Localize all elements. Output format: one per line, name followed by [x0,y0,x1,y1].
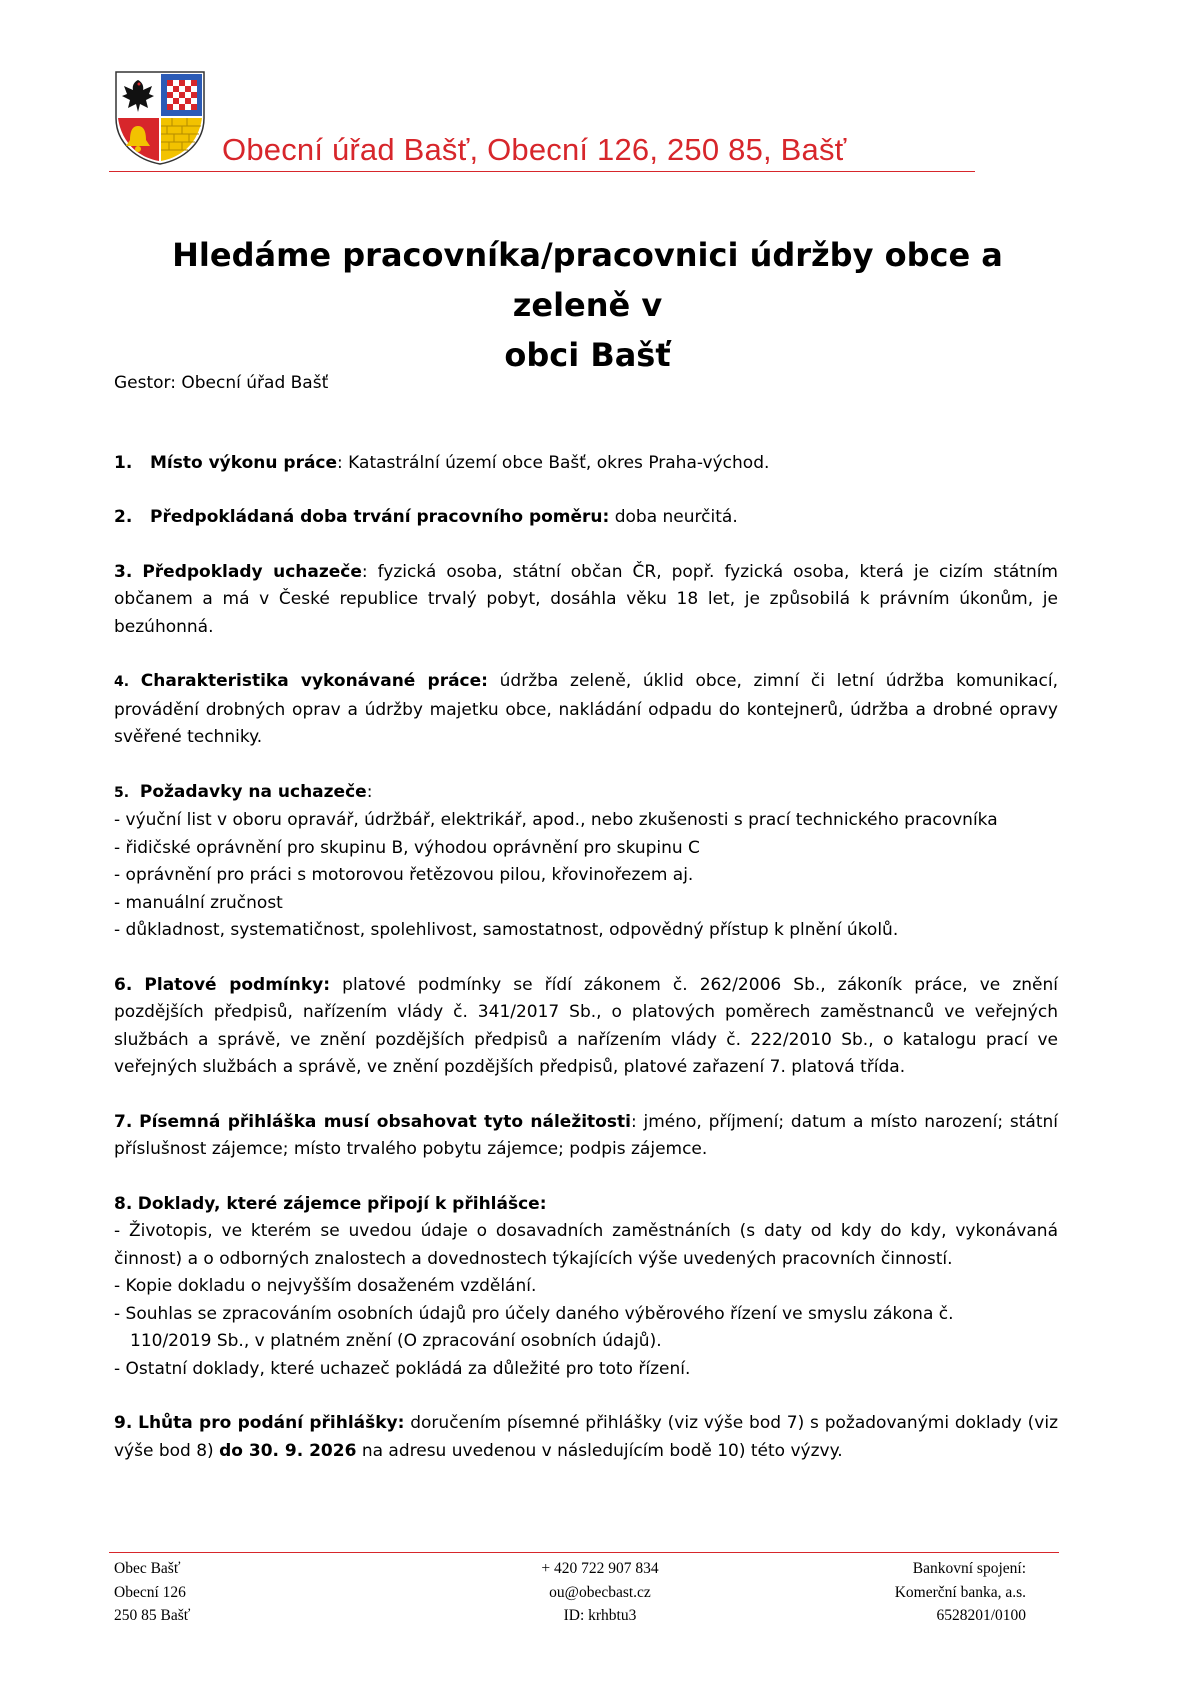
document-body [114,370,1058,1465]
document-title [110,230,1065,380]
section-6 [114,972,1058,1082]
section-label: Předpoklady uchazeče [142,561,362,582]
section-text: doručením písemné přihlášky (viz výše bod 7) s požadovanými doklady (viz výše bod 8) [114,1413,1059,1461]
footer-address-line: 250 85 Bašť [114,1607,191,1624]
header-divider [109,171,975,172]
footer-bank-account: 6528201/0100 [936,1607,1026,1624]
section-8-heading [114,1191,1058,1219]
section-text: údržba zeleně, úklid obce, zimní či letní údržba komunikací, provádění drobných oprav a údržby majetku obce, nakládání odpadu do kontejnerů, údržba a drobné opravy svěřené techniky. [114,671,1058,747]
footer-address-line: Obecní 126 [114,1583,186,1601]
footer-databox-id: ID: krhbtu3 [563,1607,637,1624]
footer-bank [800,1557,1026,1628]
list-item: - řidičské oprávnění pro skupinu B, výhodou oprávnění pro skupinu C [114,837,700,858]
footer-bank-name: Komerční banka, a.s. [894,1583,1026,1601]
list-item: - výuční list v oboru opravář, údržbář, elektrikář, apod., nebo zkušenosti s prací technického pracovníka [114,810,998,830]
section-label: Charakteristika vykonávané práce: [140,671,488,691]
footer-contact [500,1557,700,1628]
section-4 [114,668,1058,752]
list-item-continuation: 110/2019 Sb., v platném znění (O zpracování osobních údajů). [130,1331,662,1351]
section-number: 1. [114,452,133,473]
footer-email: ou@obecbast.cz [549,1583,651,1601]
section-label: Písemná přihláška musí obsahovat tyto náležitosti [139,1111,631,1132]
title-line-2: obci Bašť [504,336,671,374]
footer-divider [109,1552,1059,1553]
section-label: Doklady, které zájemce připojí k přihlášce: [137,1193,547,1214]
section-number: 8. [114,1193,133,1214]
section-3 [114,559,1058,642]
municipal-coat-of-arms-icon [112,70,208,166]
list-item: - Kopie dokladu o nejvyšším dosaženém vzdělání. [114,1276,537,1296]
footer-address [114,1557,190,1628]
section-5-heading [114,779,1058,808]
section-text: platové podmínky se řídí zákonem č. 262/2006 Sb., zákoník práce, ve znění pozdějších předpisů, nařízením vlády č. 341/2017 Sb., o platových poměrech zaměstnanců ve veřejných službách a správě, ve znění pozdějších předpisů a nařízením vlády č. 222/2010 Sb., o katalogu prací ve veřejných službách a správě, ve znění pozdějších předpisů, platové zařazení 7. platová třída. [114,974,1058,1077]
list-item: - Životopis, ve kterém se uvedou údaje o dosavadních zaměstnáních (s daty od kdy do kdy, vykonávaná činnost) a o odborných znalostech a dovednostech týkajících výše uvedených pracovních činností. [114,1221,1058,1269]
section-2 [114,504,1058,532]
footer-address-line: Obec Bašť [114,1560,181,1577]
section-colon: : [366,781,373,802]
section-7 [114,1109,1058,1164]
section-label: Platové podmínky: [144,974,331,995]
section-text: : Katastrální území obce Bašť, okres Praha-východ. [337,452,770,473]
section-number: 2. [114,507,133,527]
section-text: : jméno, příjmení; datum a místo narození; státní příslušnost zájemce; místo trvalého pobytu zájemce; podpis zájemce. [114,1111,1058,1159]
section-number: 7. [114,1111,133,1132]
list-item: - Souhlas se zpracováním osobních údajů pro účely daného výběrového řízení ve smyslu zákona č. [114,1303,954,1324]
section-number: 4. [114,674,130,690]
office-header-title: Obecní úřad Bašť, Obecní 126, 250 85, Bašť [222,132,847,167]
footer-phone: + 420 722 907 834 [541,1560,659,1577]
section-9 [114,1410,1058,1465]
section-number: 3. [114,561,133,582]
section-text: na adresu uvedenou v následujícím bodě 10) této výzvy. [356,1440,843,1461]
list-item: - manuální zručnost [114,892,283,913]
gestor-line: Gestor: Obecní úřad Bašť [114,373,329,393]
section-label: Místo výkonu práce [150,452,338,473]
list-item: - důkladnost, systematičnost, spolehlivost, samostatnost, odpovědný přístup k plnění úkolů. [114,920,899,940]
deadline-date: do 30. 9. 2026 [219,1440,357,1461]
list-item: - oprávnění pro práci s motorovou řetězovou pilou, křovinořezem aj. [114,865,694,885]
section-text: : fyzická osoba, státní občan ČR, popř. fyzická osoba, která je cizím státním občanem a má v České republice trvalý pobyt, dosáhla věku 18 let, je způsobilá k právním úkonům, je bezúhonná. [114,561,1058,637]
section-number: 9. [114,1413,133,1433]
section-label: Lhůta pro podání přihlášky: [138,1413,405,1433]
section-label: Požadavky na uchazeče [139,781,367,802]
section-number: 6. [114,974,133,995]
section-text: doba neurčitá. [609,507,738,527]
section-label: Předpokládaná doba trvání pracovního poměru: [150,507,610,527]
list-item: - Ostatní doklady, které uchazeč pokládá za důležité pro toto řízení. [114,1358,691,1379]
section-number: 5. [114,784,130,801]
title-line-1: Hledáme pracovníka/pracovnici údržby obce a zeleně v [172,236,1003,324]
footer-bank-label: Bankovní spojení: [912,1560,1026,1577]
section-1 [114,450,1058,478]
